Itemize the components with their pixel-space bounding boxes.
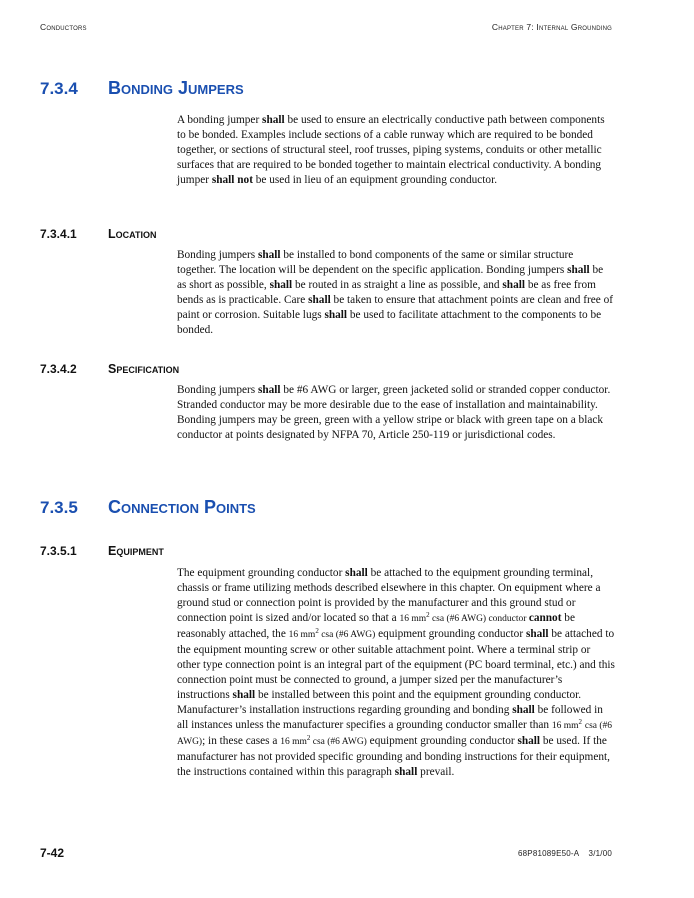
subsection-title: Location bbox=[108, 227, 157, 241]
section-title: Connection Points bbox=[108, 497, 256, 517]
subsection-heading-7-3-5-1 bbox=[40, 544, 164, 558]
paragraph-specification: Bonding jumpers shall be #6 AWG or larger, green jacketed solid or stranded copper conductor. Stranded conductor may be more desirable due to the ease of installation and maintainability. Bonding jumpers may be green, green with a yellow stripe or black with green tape on a black conductor at points designated by NFPA 70, Article 250-119 or jurisdictional codes. bbox=[177, 384, 611, 441]
subsection-number: 7.3.4.2 bbox=[40, 362, 77, 376]
subsection-number: 7.3.5.1 bbox=[40, 544, 77, 558]
running-header-left: Conductors bbox=[40, 22, 87, 32]
document-id: 68P81089E50-A 3/1/00 bbox=[517, 849, 612, 858]
section-title: Bonding Jumpers bbox=[108, 78, 244, 98]
subsection-heading-7-3-4-2 bbox=[40, 362, 179, 376]
paragraph-bonding-jumpers: A bonding jumper shall be used to ensure an electrically conductive path between components to be bonded. Examples include sections of a cable runway which are required to be bonded together, or sections of structural steel, roof trusses, piping systems, conduits or other metallic surfaces that are required to be bonded together to maintain electrical conductivity. A bonding jumper shall not be used in lieu of an equipment grounding conductor. bbox=[177, 114, 605, 186]
subsection-title: Specification bbox=[108, 362, 180, 376]
subsection-heading-7-3-4-1 bbox=[40, 227, 156, 241]
paragraph-equipment: The equipment grounding conductor shall be attached to the equipment grounding terminal, chassis or frame utilizing methods described elsewhere in this chapter. On equipment where a ground stud or connection point is provided by the manufacturer and this ground stud or connection point is sized and/or located so that a 16 $mm^2$ csa (#6 AWG) conductor cannot be reasonably attached, the 16 $mm^2$ csa (#6 AWG) equipment grounding conductor shall be attached to the equipment mounting screw or other suitable attachment point. Where a terminal strip or other type connection point is an integral part of the equipment (PC board terminal, etc.) and this connection point must be connected to ground, a jumper sized per the manufacturer’s instructions shall be installed between this point and the equipment grounding conductor. Manufacturer’s installation instructions regarding grounding and bonding shall be followed in all instances unless the manufacturer specifies a grounding conductor smaller than 16 $mm^2$ csa (#6 AWG); in these cases a 16 $mm^2$ csa (#6 AWG) equipment grounding conductor shall be used. If the manufacturer has not provided specific grounding and bonding instructions for their equipment, the instructions contained within this paragraph shall prevail. bbox=[177, 567, 615, 778]
running-header-right: Chapter 7: Internal Grounding bbox=[491, 22, 612, 32]
subsection-title: Equipment bbox=[108, 544, 164, 558]
section-number: 7.3.5 bbox=[40, 498, 78, 517]
section-number: 7.3.4 bbox=[40, 79, 78, 98]
section-heading-7-3-4 bbox=[40, 78, 244, 99]
page-number: 7-42 bbox=[40, 846, 65, 860]
paragraph-location: Bonding jumpers shall be installed to bond components of the same or similar structure together. The location will be dependent on the specific application. Bonding jumpers shall be as short as possible, shall be routed in as straight a line as possible, and shall be as free from bends as is practicable. Care shall be taken to ensure that attachment points are clean and free of paint or corrosion. Suitable lugs shall be used to facilitate attachment to the components to be bonded. bbox=[177, 249, 614, 336]
subsection-number: 7.3.4.1 bbox=[40, 227, 77, 241]
section-heading-7-3-5 bbox=[40, 497, 256, 518]
